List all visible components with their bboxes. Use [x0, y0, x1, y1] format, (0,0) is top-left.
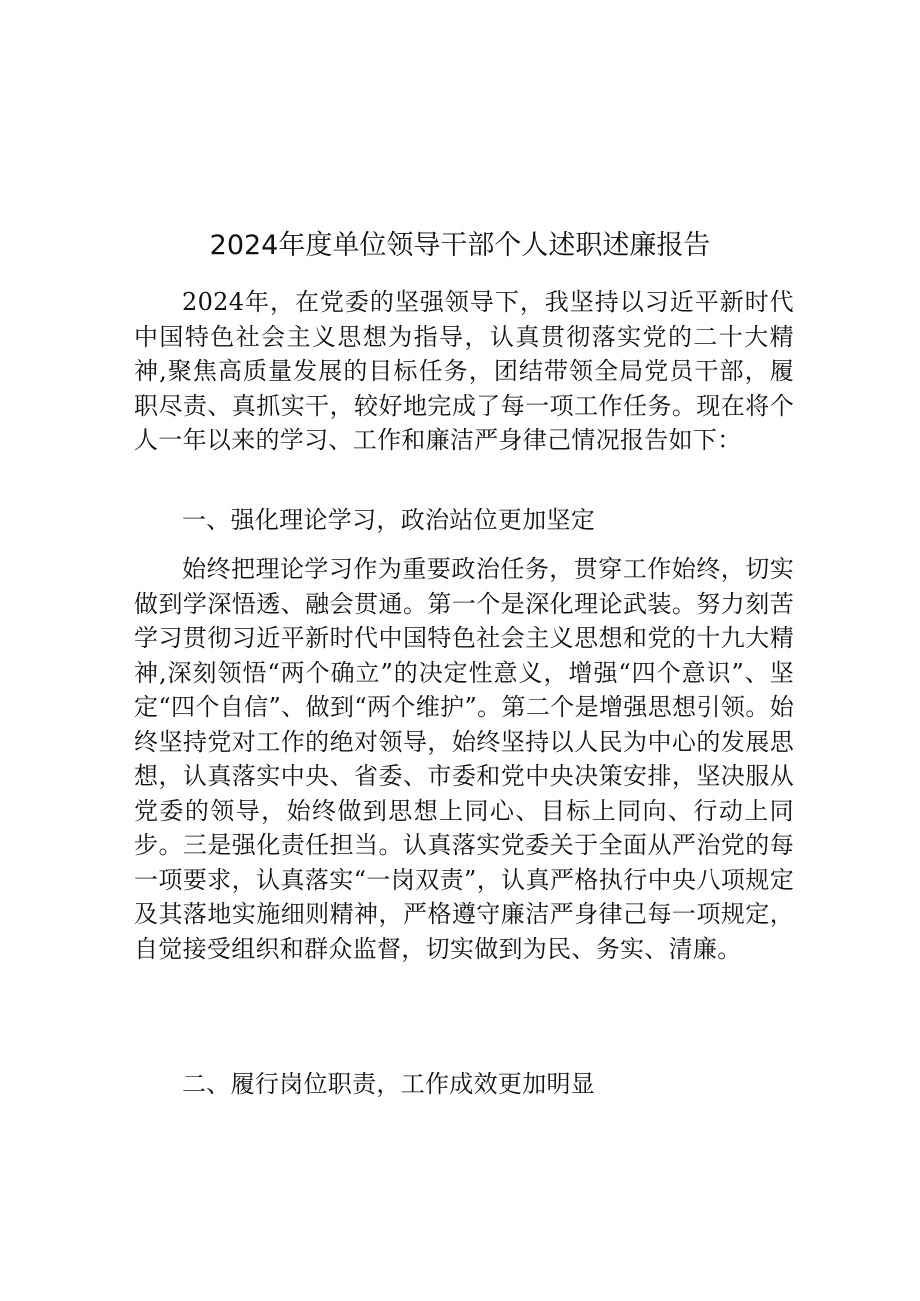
document-title: 2024年度单位领导干部个人述职述廉报告	[209, 230, 711, 261]
section-one-paragraph: 始终把理论学习作为重要政治任务，贯穿工作始终，切实做到学深悟透、融会贯通。第一个是深化理论武装。努力刻苦学习贯彻习近平新时代中国特色社会主义思想和党的十九大精神,深刻领悟“两个确立”的决定性意义，增强“四个意识”、坚定“四个自信”、做到“两个维护”。第二个是增强思想引领。始终坚持党对工作的绝对领导，始终坚持以人民为中心的发展思想，认真落实中央、省委、市委和党中央决策安排，坚决服从党委的领导，始终做到思想上同心、目标上同向、行动上同步。三是强化责任担当。认真落实党委关于全面从严治党的每一项要求，认真落实“一岗双责”，认真严格执行中央八项规定及其落地实施细则精神，严格遵守廉洁严身律己每一项规定，自觉接受组织和群众监督，切实做到为民、务实、清廉。	[134, 555, 794, 963]
section-heading-one: 一、强化理论学习，政治站位更加坚定	[182, 506, 596, 534]
intro-paragraph: 2024年，在党委的坚强领导下，我坚持以习近平新时代中国特色社会主义思想为指导，认真贯彻落实党的二十大精神,聚焦高质量发展的目标任务，团结带领全局党员干部，履职尽责、真抓实干，较好地完成了每一项工作任务。现在将个人一年以来的学习、工作和廉洁严身律己情况报告如下：	[134, 288, 794, 454]
section-heading-two: 二、履行岗位职责，工作成效更加明显	[182, 1070, 596, 1098]
